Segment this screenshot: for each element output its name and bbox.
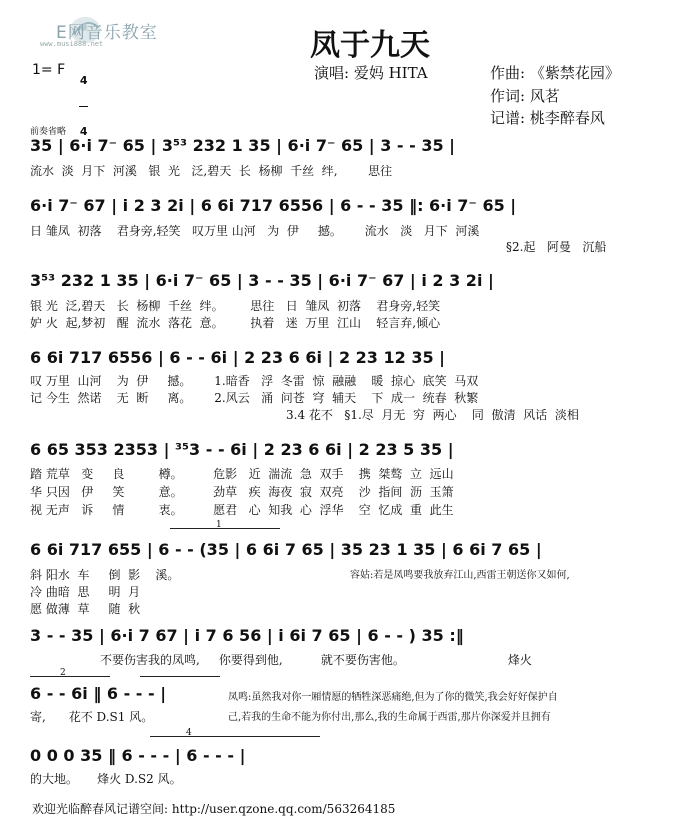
dialog-rongu: 容姑:若是凤鸣要我放弃江山,西雷王朝送你又如何, xyxy=(350,570,570,581)
composer-credit: 作曲: 《紫禁花园》 xyxy=(490,64,620,82)
lyricist-credit: 作词: 风茗 xyxy=(490,87,560,105)
melody-row-9: 0 0 0 35 ‖ 6 - - - | 6 - - - | xyxy=(30,746,246,765)
volta-bracket-2 xyxy=(30,676,110,677)
lyrics-row-5-v2: 华 只因 伊 笑 意。 劲草 疾 海夜 寂 双亮 沙 指间 沥 玉箫 xyxy=(30,485,454,499)
dialog-fengming-1: 凤鸣:虽然我对你一厢情愿的牺牲深恶痛绝,但为了你的微笑,我会好好保护自 xyxy=(228,692,558,703)
time-sig-divider xyxy=(79,106,88,107)
time-sig-bottom: 4 xyxy=(79,125,88,138)
lyrics-row-5-v3: 视 无声 诉 情 衷。 愿君 心 知我 心 浮华 空 忆成 重 此生 xyxy=(30,503,454,517)
transcriber-credit: 记谱: 桃李醉春风 xyxy=(490,109,605,127)
sublyrics-row-4: 3.4 花不 §1.尽 月无 穷 两心 同 傲清 风话 淡相 xyxy=(286,408,579,422)
lyrics-row-6-v1: 斜 阳水 车 倒 影 溪。 xyxy=(30,568,180,582)
dialog-fengming-2: 己,若我的生命不能为你付出,那么,我的生命属于西雷,那片你深爱并且拥有 xyxy=(228,712,551,723)
volta-bracket-1 xyxy=(170,528,280,529)
time-sig-top: 4 xyxy=(79,74,88,87)
lyrics-row-7: 不要伤害我的凤鸣, 你要得到他, 就不要伤害他。 烽火 xyxy=(100,653,532,667)
lyrics-row-3-v2: 妒 火 起,梦初 醒 流水 落花 意。 执着 迷 万里 江山 轻言弃,倾心 xyxy=(30,316,441,330)
lyrics-row-3-v1: 银 光 泛,碧天 长 杨柳 千丝 绊。 思往 日 雏凤 初落 君身旁,轻笑 xyxy=(30,299,441,313)
melody-row-2: 6·i 7⁻ 67 | i 2 3 2i | 6 6i 717 6556 | 6 - - 35 ‖: 6·i 7⁻ 65 | xyxy=(30,196,517,215)
sublyrics-row-2: §2.起 阿曼 沉船 xyxy=(506,240,607,254)
melody-row-7: 3 - - 35 | 6·i 7 67 | i 7 6 56 | i 6i 7 65 | 6 - - ) 35 :‖ xyxy=(30,626,464,645)
lyrics-row-6-v2: 冷 曲暗 思 明 月 xyxy=(30,585,141,599)
intro-note: 前奏省略 xyxy=(30,127,67,137)
melody-row-4: 6 6i 717 6556 | 6 - - 6i | 2 23 6 6i | 2 23 12 35 | xyxy=(30,348,445,367)
lyrics-row-5-v1: 踏 荒草 变 良 樽。 危影 近 湍流 急 双手 携 桀骜 立 远山 xyxy=(30,467,454,481)
lyrics-row-6-v3: 愿 做薄 草 随 秋 xyxy=(30,602,141,616)
lyrics-row-4-v2: 记 今生 然诺 无 断 离。 2.风云 涌 问苍 穹 辅天 下 成一 统春 秋繁 xyxy=(30,391,479,405)
volta-label-1: 1 xyxy=(216,520,222,530)
lyrics-row-8: 寄, 花不 D.S1 风。 xyxy=(30,710,154,724)
melody-row-6: 6 6i 717 655 | 6 - - (35 | 6 6i 7 65 | 35 23 1 35 | 6 6i 7 65 | xyxy=(30,540,542,559)
song-title: 凤于九天 xyxy=(310,28,430,63)
logo-url: www.musi888.net xyxy=(40,40,104,48)
lyrics-row-4-v1: 叹 万里 山河 为 伊 撼。 1.暗香 浮 冬雷 惊 融融 暖 掠心 底笑 马双 xyxy=(30,374,479,388)
volta-bracket-4 xyxy=(150,736,320,737)
logo-text: E网音乐教室 xyxy=(56,23,158,43)
footer-text: 欢迎光临醉春风记谱空间: http://user.qzone.qq.com/563264185 xyxy=(32,802,396,816)
lyrics-row-2: 日 雏凤 初落 君身旁,轻笑 叹万里 山河 为 伊 撼。 流水 淡 月下 河溪 xyxy=(30,224,480,238)
volta-label-4: 4 xyxy=(186,728,192,738)
lyrics-row-1: 流水 淡 月下 河溪 银 光 泛,碧天 长 杨柳 千丝 绊, 思往 xyxy=(30,164,393,178)
melody-row-5: 6 65 353 2353 | ³⁵3 - - 6i | 2 23 6 6i | 2 23 5 35 | xyxy=(30,440,454,459)
melody-row-3: 3⁵³ 232 1 35 | 6·i 7⁻ 65 | 3 - - 35 | 6·i 7⁻ 67 | i 2 3 2i | xyxy=(30,271,494,290)
melody-row-1: 35 | 6·i 7⁻ 65 | 3⁵³ 232 1 35 | 6·i 7⁻ 65 | 3 - - 35 | xyxy=(30,136,456,155)
volta-bracket-3 xyxy=(140,676,220,677)
singer-credit: 演唱: 爱妈 HITA xyxy=(314,64,428,82)
melody-row-8: 6 - - 6i ‖ 6 - - - | xyxy=(30,684,167,703)
key-signature: 1= F xyxy=(32,62,66,78)
lyrics-row-9: 的大地。 烽火 D.S2 风。 xyxy=(30,772,182,786)
volta-label-2: 2 xyxy=(60,668,66,678)
